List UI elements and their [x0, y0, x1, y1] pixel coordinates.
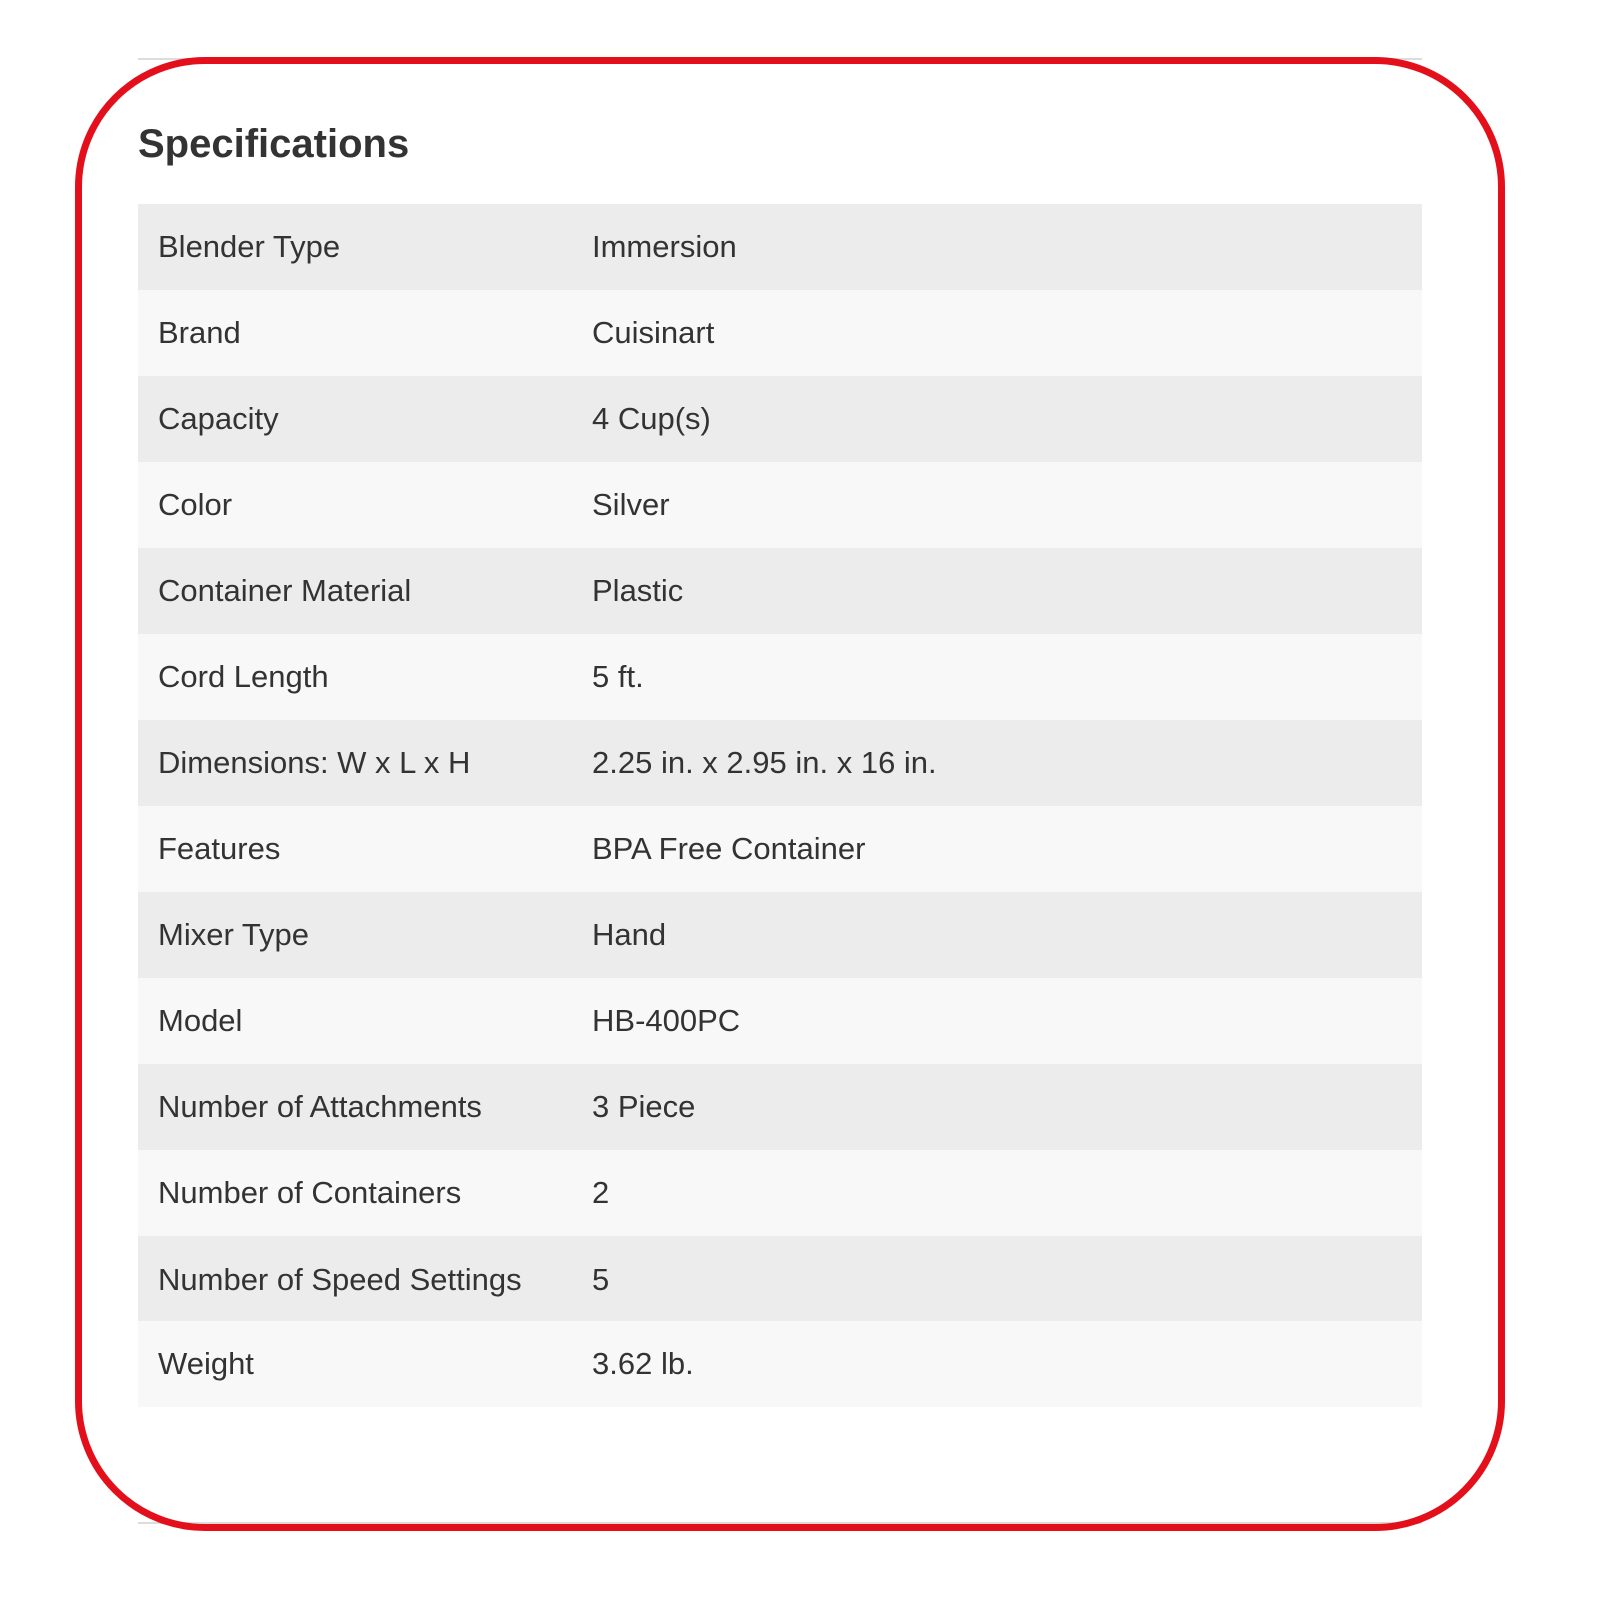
spec-value: 5 — [592, 1262, 610, 1297]
spec-row — [138, 548, 1422, 634]
spec-value: HB-400PC — [592, 1003, 741, 1038]
spec-label: Number of Containers — [158, 1175, 462, 1210]
spec-label: Weight — [158, 1346, 254, 1381]
spec-label: Container Material — [158, 573, 412, 608]
top-divider — [138, 58, 1422, 60]
spec-value: BPA Free Container — [592, 831, 866, 866]
spec-row — [138, 806, 1422, 892]
spec-label: Number of Attachments — [158, 1089, 482, 1124]
spec-row — [138, 1150, 1422, 1236]
spec-row — [138, 892, 1422, 978]
spec-row — [138, 290, 1422, 376]
spec-row — [138, 1236, 1422, 1321]
spec-value: Immersion — [592, 229, 737, 264]
specifications-table — [138, 204, 1422, 1407]
spec-value: Plastic — [592, 573, 684, 608]
spec-label: Blender Type — [158, 229, 341, 264]
spec-row — [138, 1321, 1422, 1407]
spec-label: Brand — [158, 315, 241, 350]
spec-label: Features — [158, 831, 281, 866]
spec-row — [138, 376, 1422, 462]
spec-row — [138, 978, 1422, 1064]
spec-label: Mixer Type — [158, 917, 310, 952]
spec-value: 3.62 lb. — [592, 1346, 694, 1381]
spec-row — [138, 1064, 1422, 1150]
spec-label: Model — [158, 1003, 243, 1038]
section-title: Specifications — [138, 122, 410, 166]
spec-value: 2 — [592, 1175, 610, 1210]
bottom-divider — [138, 1522, 1422, 1524]
spec-label: Capacity — [158, 401, 279, 436]
spec-value: 4 Cup(s) — [592, 401, 711, 436]
spec-label: Cord Length — [158, 659, 329, 694]
spec-row — [138, 462, 1422, 548]
spec-label: Number of Speed Settings — [158, 1262, 522, 1297]
spec-label: Color — [158, 487, 233, 522]
spec-value: 2.25 in. x 2.95 in. x 16 in. — [592, 745, 937, 780]
spec-row — [138, 204, 1422, 290]
spec-value: Silver — [592, 487, 670, 522]
spec-row — [138, 634, 1422, 720]
spec-value: 5 ft. — [592, 659, 644, 694]
spec-row — [138, 720, 1422, 806]
spec-label: Dimensions: W x L x H — [158, 745, 471, 780]
spec-value: 3 Piece — [592, 1089, 696, 1124]
spec-value: Hand — [592, 917, 667, 952]
spec-value: Cuisinart — [592, 315, 715, 350]
